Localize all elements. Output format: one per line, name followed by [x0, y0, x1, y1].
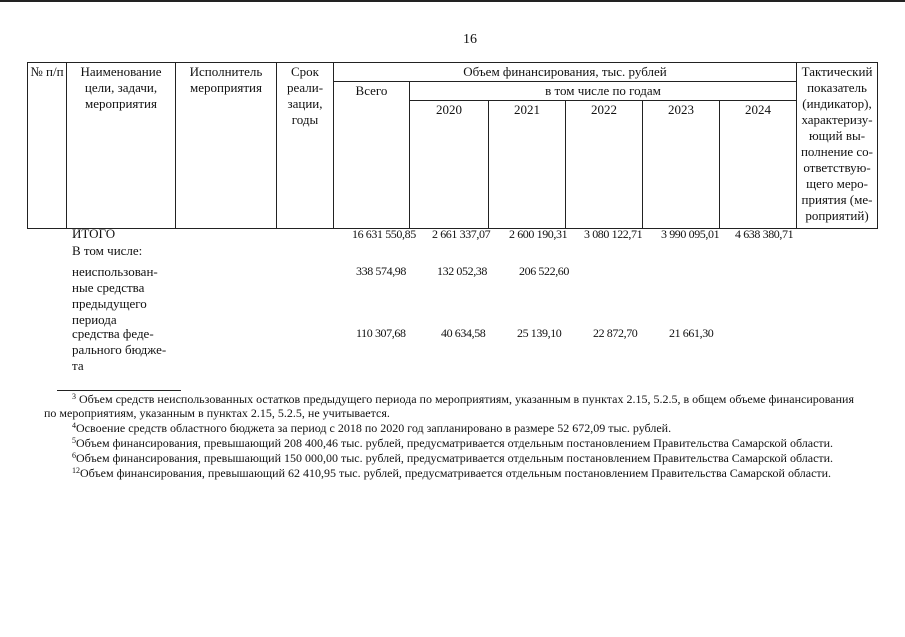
header-indicator: Тактический показатель (индикатор), характеризу-ющий вы-полнение со-ответствую-щего меро-приятия (ме-роприятий) [797, 63, 878, 229]
row-federal-2022: 22 872,70 [593, 326, 638, 340]
row-federal-2023: 21 661,30 [669, 326, 714, 340]
financing-table-header [27, 62, 878, 229]
page-number: 16 [463, 32, 477, 47]
footnote-3-text: Объем средств неиспользованных остатков предыдущего периода по мероприятиям, указанным в пунктах 2.15, 5.2.5, в общем объеме финансирования [79, 392, 854, 406]
header-name: Наименование цели, задачи, мероприятия [67, 63, 176, 229]
footnote-6 [72, 451, 897, 465]
row-total-2023: 3 990 095,01 [661, 227, 720, 241]
footnote-4-text: Освоение средств областного бюджета за период с 2018 по 2020 год запланировано в размере 52 672,09 тыс. рублей. [76, 421, 672, 435]
row-federal-2020: 40 634,58 [441, 326, 486, 340]
footnote-6-text: Объем финансирования, превышающий 150 000,00 тыс. рублей, предусматривается отдельным постановлением Правительства Самарской области. [76, 451, 834, 465]
row-unused-label: неиспользован-ные средства предыдущего периода [72, 264, 158, 327]
footnote-3-mark: 3 [72, 392, 76, 401]
footnote-4 [72, 421, 897, 435]
footnote-separator [57, 390, 181, 391]
row-federal-all: 110 307,68 [356, 326, 406, 340]
header-total: Всего [334, 82, 410, 229]
footnote-5-text: Объем финансирования, превышающий 208 400,46 тыс. рублей, предусматривается отдельным постановлением Правительства Самарской области. [76, 436, 834, 450]
header-year-2020: 2020 [410, 101, 489, 229]
row-including-label: В том числе: [72, 243, 143, 258]
row-total-2020: 2 661 337,07 [432, 227, 491, 241]
footnote-4-mark: 4 [72, 421, 76, 430]
footnote-12-text: Объем финансирования, превышающий 62 410,95 тыс. рублей, предусматривается отдельным постановлением Правительства Самарской области. [80, 466, 832, 480]
header-financing: Объем финансирования, тыс. рублей [334, 63, 797, 82]
header-year-2023: 2023 [643, 101, 720, 229]
row-total-2022: 3 080 122,71 [584, 227, 643, 241]
row-unused-all: 338 574,98 [356, 264, 407, 278]
row-total-2024: 4 638 380,71 [735, 227, 794, 241]
row-federal-2021: 25 139,10 [517, 326, 562, 340]
row-unused-2021: 206 522,60 [519, 264, 570, 278]
footnote-12 [72, 466, 897, 480]
footnote-5 [72, 436, 897, 450]
header-term: Срок реали-зации, годы [277, 63, 334, 229]
footnote-6-mark: 6 [72, 451, 76, 460]
header-executor: Исполнитель мероприятия [176, 63, 277, 229]
footnote-12-mark: 12 [72, 466, 80, 475]
header-year-2021: 2021 [489, 101, 566, 229]
footnote-5-mark: 5 [72, 436, 76, 445]
header-year-2022: 2022 [566, 101, 643, 229]
footnote-3 [72, 392, 897, 406]
row-total-label: ИТОГО [72, 226, 116, 241]
header-by-years: в том числе по годам [410, 82, 797, 101]
row-unused-2020: 132 052,38 [437, 264, 488, 278]
row-total-all: 16 631 550,85 [352, 227, 416, 241]
row-total-2021: 2 600 190,31 [509, 227, 568, 241]
header-year-2024: 2024 [720, 101, 797, 229]
page-top-border [0, 0, 905, 2]
header-num: № п/п [28, 63, 67, 229]
footnote-3-continuation: по мероприятиям, указанным в пунктах 2.15, 5.2.5, не учитывается. [44, 406, 390, 420]
row-federal-label: средства феде-рального бюдже-та [72, 326, 167, 373]
